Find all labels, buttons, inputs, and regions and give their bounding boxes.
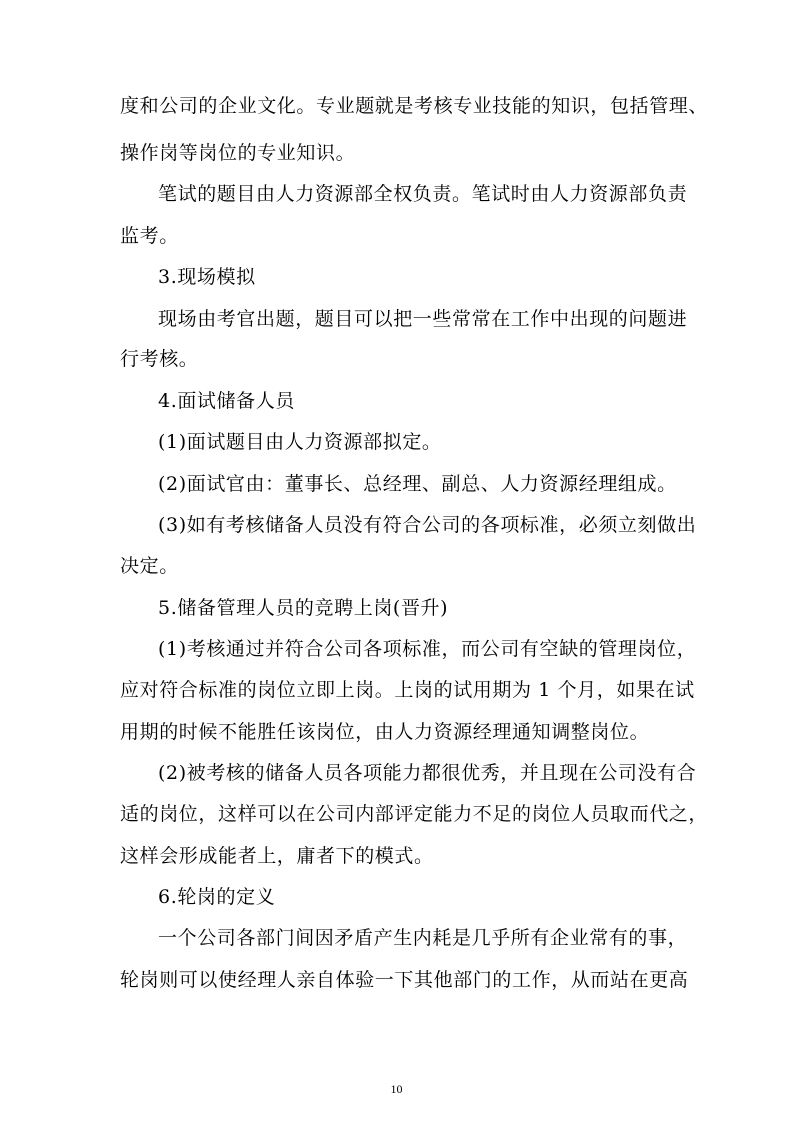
list-item: (2)被考核的储备人员各项能力都很优秀，并且现在公司没有合	[158, 762, 697, 784]
paragraph-line: 现场由考官出题，题目可以把一些常常在工作中出现的问题进	[158, 308, 688, 330]
paragraph-line: 监考。	[120, 225, 179, 247]
list-item: (3)如有考核储备人员没有符合公司的各项标准，必须立刻做出	[158, 514, 697, 536]
paragraph-line: 笔试的题目由人力资源部全权负责。笔试时由人力资源部负责	[158, 183, 688, 205]
section-heading: 3.现场模拟	[158, 266, 256, 288]
paragraph-line: 应对符合标准的岗位立即上岗。上岗的试用期为 1 个月，如果在试	[120, 679, 695, 701]
paragraph-line: 决定。	[120, 555, 179, 577]
paragraph-line: 轮岗则可以使经理人亲自体验一下其他部门的工作，从而站在更高	[120, 969, 689, 991]
page-number: 10	[390, 1082, 403, 1096]
section-heading: 5.储备管理人员的竞聘上岗(晋升)	[158, 597, 449, 619]
paragraph-line: 用期的时候不能胜任该岗位，由人力资源经理通知调整岗位。	[120, 721, 650, 743]
paragraph-line: 操作岗等岗位的专业知识。	[120, 142, 356, 164]
paragraph-line: 行考核。	[120, 348, 199, 370]
paragraph-line: 这样会形成能者上，庸者下的模式。	[120, 845, 434, 867]
paragraph-line: 一个公司各部门间因矛盾产生内耗是几乎所有企业常有的事，	[158, 927, 688, 949]
paragraph-line: 适的岗位，这样可以在公司内部评定能力不足的岗位人员取而代之，	[120, 803, 709, 825]
list-item: (2)面试官由：董事长、总经理、副总、人力资源经理组成。	[158, 473, 677, 495]
section-heading: 6.轮岗的定义	[158, 886, 276, 908]
paragraph-line: 度和公司的企业文化。专业题就是考核专业技能的知识，包括管理、	[120, 95, 709, 117]
list-item: (1)面试题目由人力资源部拟定。	[158, 431, 442, 453]
section-heading: 4.面试储备人员	[158, 390, 295, 412]
list-item: (1)考核通过并符合公司各项标准，而公司有空缺的管理岗位，	[158, 638, 697, 660]
